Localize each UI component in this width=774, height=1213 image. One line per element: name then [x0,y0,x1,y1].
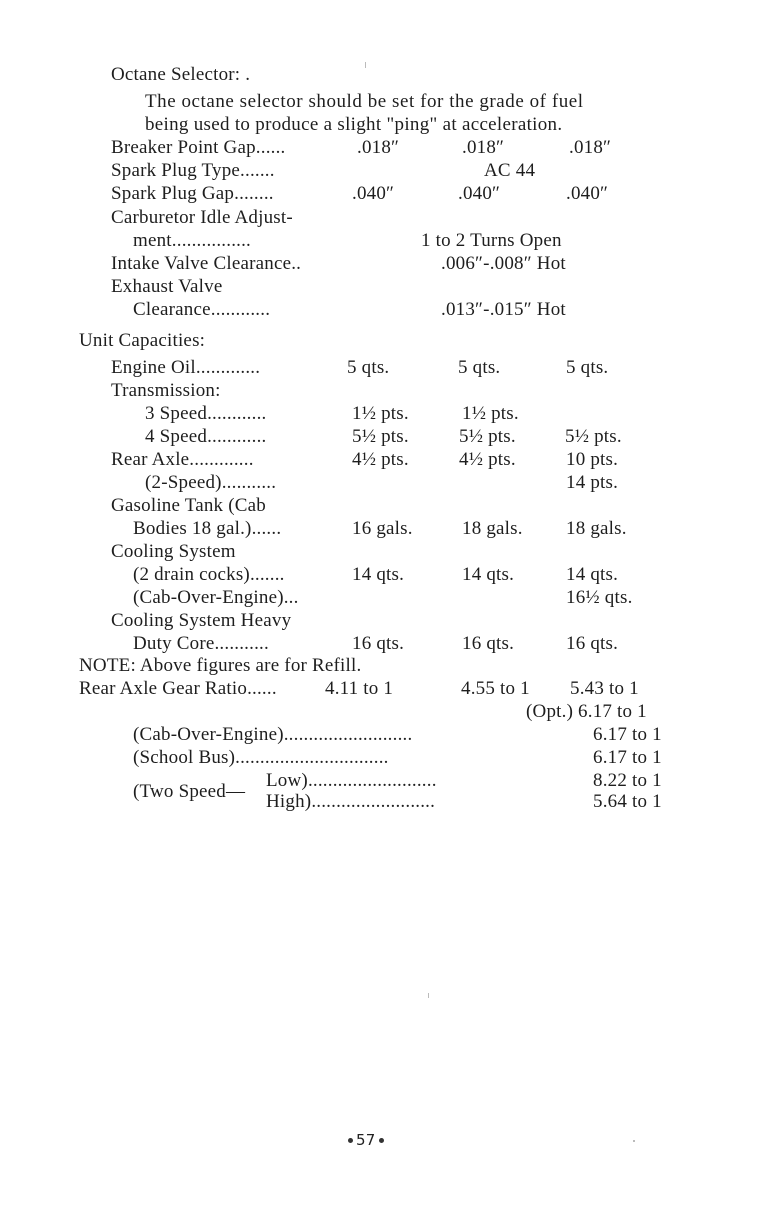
capacity-label-cont: (Cab-Over-Engine)... [133,587,299,608]
spec-label: Exhaust Valve [111,276,223,297]
capacity-value: 16½ qts. [566,587,633,608]
capacity-value: 16 qts. [462,633,515,654]
bullet-icon [348,1138,353,1143]
spec-label: Intake Valve Clearance.. [111,253,302,274]
gear-ratio-label: Rear Axle Gear Ratio...... [79,678,277,699]
spec-value: .013″-.015″ Hot [441,299,566,320]
gear-ratio-value: 4.55 to 1 [461,678,530,699]
spec-value: .018″ [462,137,505,158]
spec-label-cont: ment................ [133,230,251,251]
capacity-value: 16 gals. [352,518,413,539]
spec-value: AC 44 [484,160,536,181]
spec-value: .040″ [566,183,609,204]
capacity-value: 5 qts. [347,357,390,378]
capacity-label: Transmission: [111,380,221,401]
spec-value: .040″ [352,183,395,204]
spec-value: .006″-.008″ Hot [441,253,566,274]
capacity-label: Cooling System [111,541,236,562]
bullet-icon [379,1138,384,1143]
spec-value: .018″ [569,137,612,158]
capacity-value: 14 qts. [566,564,619,585]
two-speed-high-label: High)......................... [266,791,436,812]
capacity-label: Rear Axle............. [111,449,254,470]
scan-speck [633,1140,635,1142]
capacity-value: 5½ pts. [352,426,409,447]
capacity-label: Engine Oil............. [111,357,261,378]
spec-value: .018″ [357,137,400,158]
capacities-heading: Unit Capacities: [79,330,206,351]
two-speed-low-label: Low).......................... [266,770,437,791]
capacity-value: 10 pts. [566,449,619,470]
capacity-label: Cooling System Heavy [111,610,292,631]
gear-ratio-value: 4.11 to 1 [325,678,394,699]
capacity-value: 18 gals. [462,518,523,539]
capacity-value: 4½ pts. [459,449,516,470]
capacity-value: 14 qts. [462,564,515,585]
capacity-label: (2-Speed)........... [145,472,277,493]
two-speed-high-value: 5.64 to 1 [593,791,662,812]
capacity-label: 4 Speed............ [145,426,267,447]
gear-ratio-optional: (Opt.) 6.17 to 1 [526,701,647,722]
capacity-value: 5½ pts. [565,426,622,447]
capacity-value: 5 qts. [566,357,609,378]
capacity-value: 1½ pts. [462,403,519,424]
capacity-value: 18 gals. [566,518,627,539]
gear-ratio-school-bus-label: (School Bus)............................... [133,747,389,768]
gear-ratio-coe-value: 6.17 to 1 [593,724,662,745]
octane-text-line1: The octane selector should be set for the grade of fuel [145,91,584,112]
scan-speck [428,993,429,998]
gear-ratio-coe-label: (Cab-Over-Engine).......................... [133,724,413,745]
page-number-text: 57 [356,1131,376,1149]
gear-ratio-school-bus-value: 6.17 to 1 [593,747,662,768]
capacity-label: Gasoline Tank (Cab [111,495,266,516]
two-speed-prefix: (Two Speed— [133,781,246,802]
spec-value: 1 to 2 Turns Open [421,230,562,251]
page-number [345,1131,387,1149]
spec-label: Spark Plug Gap........ [111,183,274,204]
capacity-value: 5½ pts. [459,426,516,447]
capacity-value: 16 qts. [352,633,405,654]
octane-text-line2: being used to produce a slight "ping" at acceleration. [145,114,563,135]
capacity-value: 1½ pts. [352,403,409,424]
gear-ratio-value: 5.43 to 1 [570,678,639,699]
spec-label-cont: Clearance............ [133,299,271,320]
capacity-label-cont: Bodies 18 gal.)...... [133,518,282,539]
capacity-value: 16 qts. [566,633,619,654]
spec-label: Carburetor Idle Adjust- [111,207,293,228]
refill-note: NOTE: Above figures are for Refill. [79,655,362,676]
capacity-label-cont: (2 drain cocks)....... [133,564,285,585]
capacity-value: 14 qts. [352,564,405,585]
spec-label: Breaker Point Gap...... [111,137,286,158]
capacity-label-cont: Duty Core........... [133,633,269,654]
capacity-value: 14 pts. [566,472,619,493]
scan-speck [365,62,366,68]
capacity-value: 5 qts. [458,357,501,378]
octane-heading: Octane Selector: . [111,64,251,85]
spec-label: Spark Plug Type....... [111,160,275,181]
capacity-label: 3 Speed............ [145,403,267,424]
two-speed-low-value: 8.22 to 1 [593,770,662,791]
spec-value: .040″ [458,183,501,204]
capacity-value: 4½ pts. [352,449,409,470]
